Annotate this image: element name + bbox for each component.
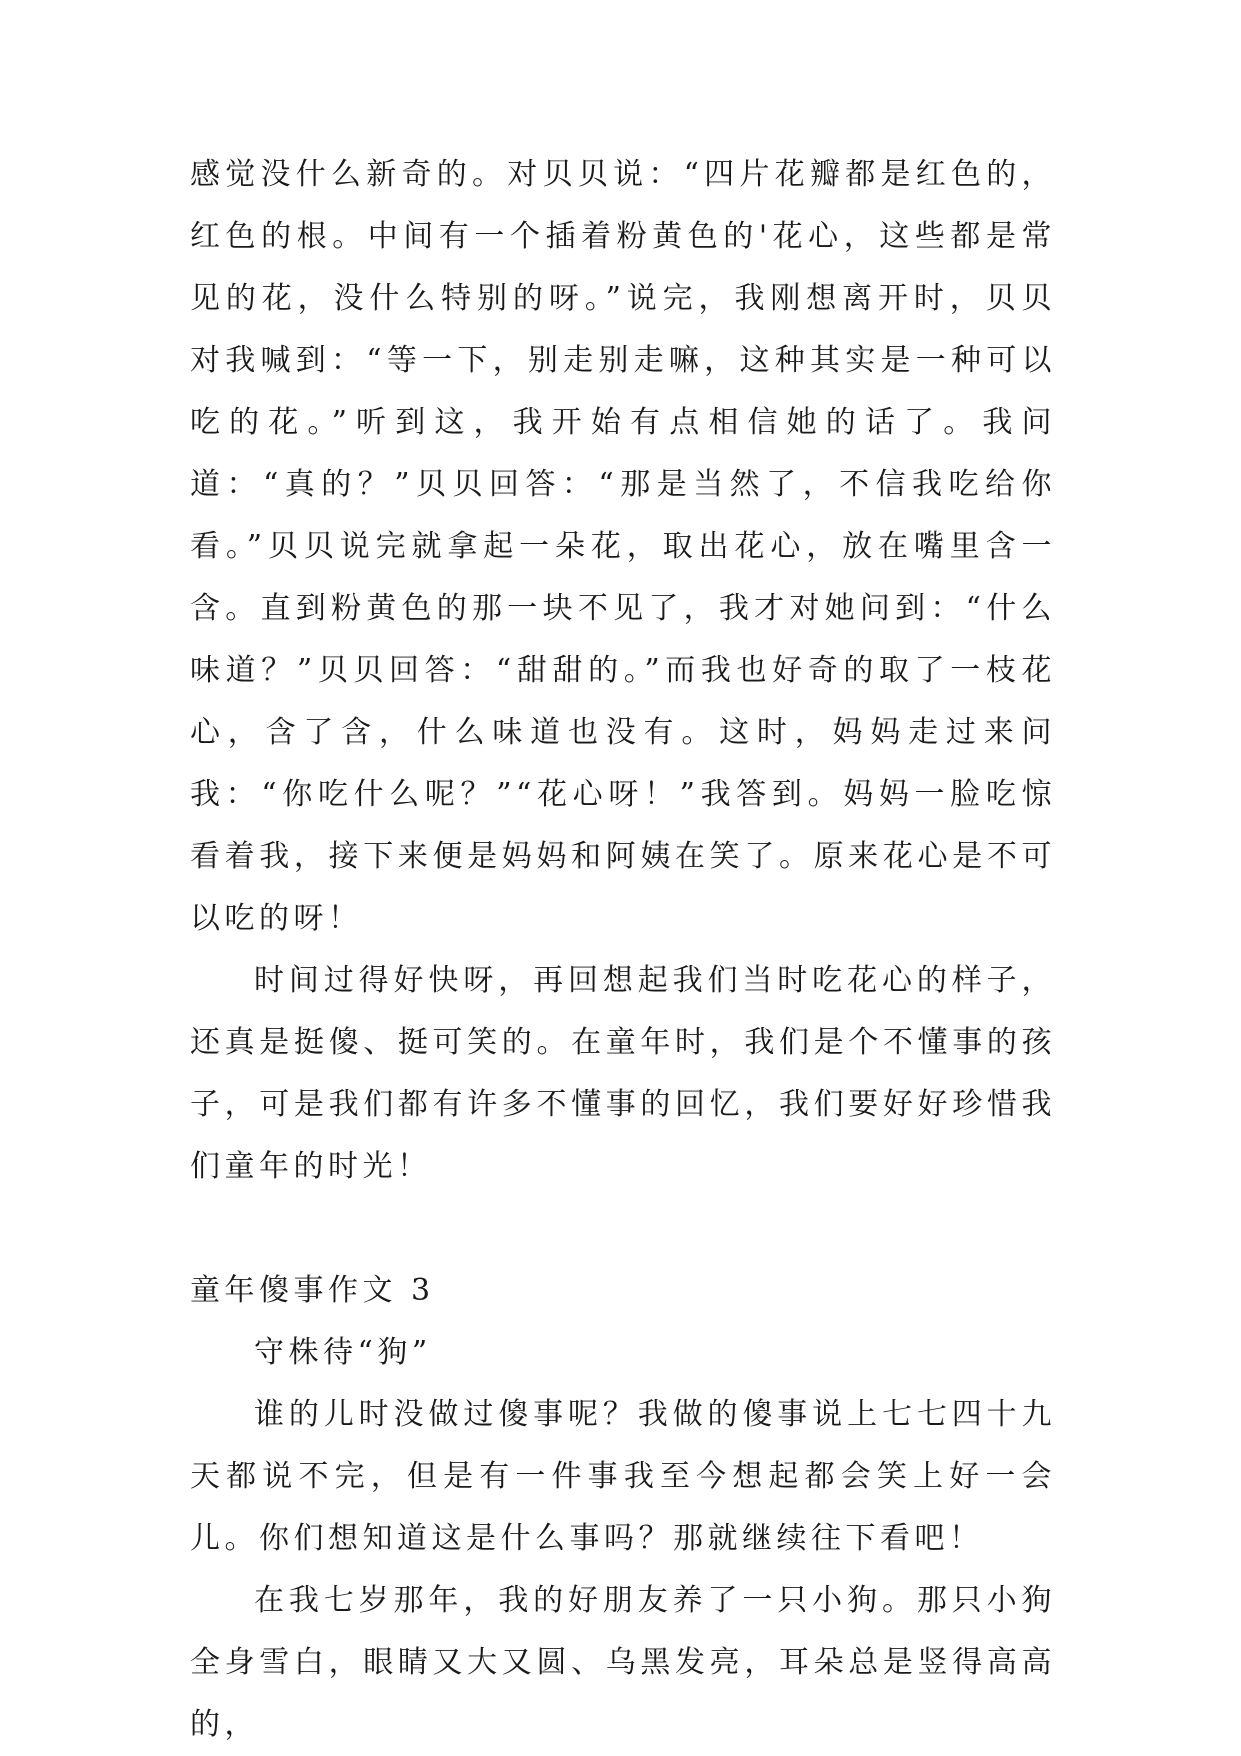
paragraph-story: 在我七岁那年，我的好朋友养了一只小狗。那只小狗全身雪白，眼睛又大又圆、乌黑发亮，耳朵总是竖得高高的， xyxy=(190,1583,1056,1742)
paragraph-reflection: 时间过得好快呀，再回想起我们当时吃花心的样子，还真是挺傻、挺可笑的。在童年时，我们是个不懂事的孩子，可是我们都有许多不懂事的回忆，我们要好好珍惜我们童年的时光！ xyxy=(190,963,1056,1184)
document-page xyxy=(190,144,1056,1756)
essay-subtitle: 守株待“狗” xyxy=(254,1335,432,1370)
paragraph-intro: 谁的儿时没做过傻事呢？我做的傻事说上七七四十九天都说不完，但是有一件事我至今想起都会笑上好一会儿。你们想知道这是什么事吗？那就继续往下看吧！ xyxy=(190,1397,1056,1556)
section-title: 童年傻事作文 3 xyxy=(190,1273,435,1308)
paragraph-continued: 感觉没什么新奇的。对贝贝说：“四片花瓣都是红色的，红色的根。中间有一个插着粉黄色的'花心，这些都是常见的花，没什么特别的呀。”说完，我刚想离开时，贝贝对我喊到：“等一下，别走别走嘛，这种其实是一种可以吃的花。”听到这，我开始有点相信她的话了。我问道：“真的？”贝贝回答：“那是当然了，不信我吃给你看。”贝贝说完就拿起一朵花，取出花心，放在嘴里含一含。直到粉黄色的那一块不见了，我才对她问到：“什么味道？”贝贝回答：“甜甜的。”而我也好奇的取了一枝花心，含了含，什么味道也没有。这时，妈妈走过来问我：“你吃什么呢？”“花心呀！”我答到。妈妈一脸吃惊看着我，接下来便是妈妈和阿姨在笑了。原来花心是不可以吃的呀！ xyxy=(190,157,1056,936)
